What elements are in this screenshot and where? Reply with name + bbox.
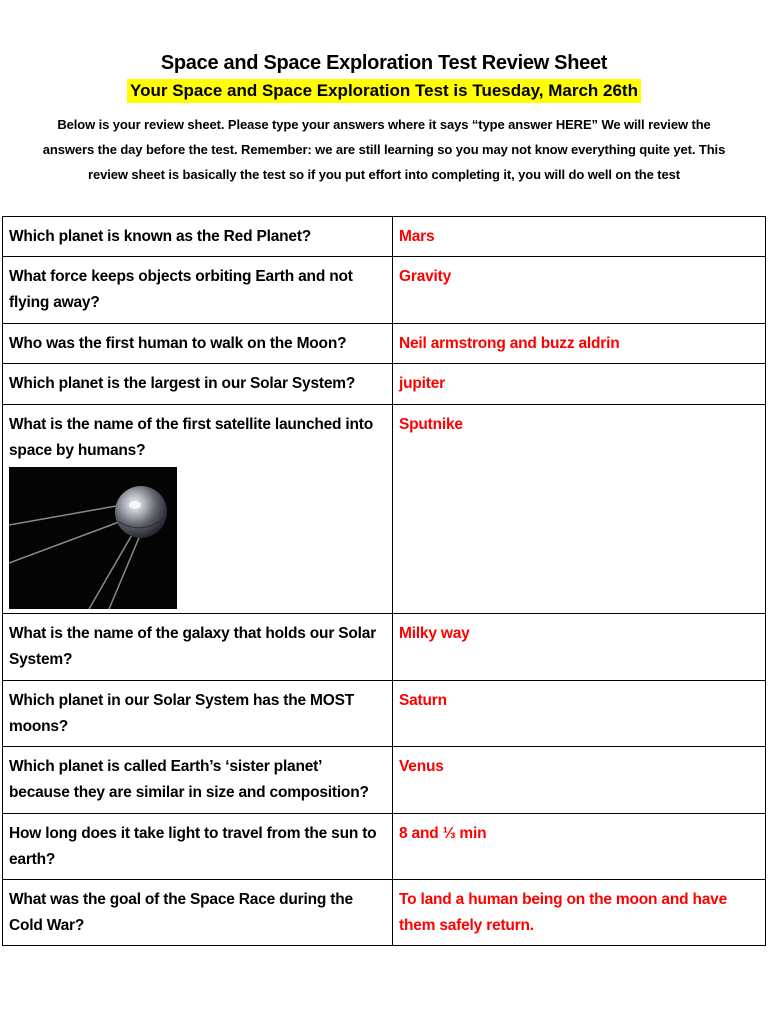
answer-cell[interactable]: Mars [393, 217, 766, 257]
table-row [3, 880, 766, 946]
question-cell: Who was the first human to walk on the Moon? [3, 324, 393, 364]
answer-cell[interactable]: Sputnike [393, 405, 766, 614]
question-cell: Which planet is called Earth’s ‘sister planet’ because they are similar in size and composition? [3, 747, 393, 814]
table-row [3, 257, 766, 324]
table-row [3, 614, 766, 681]
answer-cell[interactable]: jupiter [393, 364, 766, 405]
answer-cell[interactable]: Neil armstrong and buzz aldrin [393, 324, 766, 364]
answer-cell[interactable]: Saturn [393, 681, 766, 747]
sputnik-satellite-image [9, 467, 177, 609]
table-row [3, 364, 766, 405]
question-text: What is the name of the first satellite launched into space by humans? [9, 416, 374, 459]
answer-cell[interactable]: Gravity [393, 257, 766, 324]
answer-cell[interactable]: To land a human being on the moon and have them safely return. [393, 880, 766, 946]
table-row [3, 747, 766, 814]
question-cell: What force keeps objects orbiting Earth and not flying away? [3, 257, 393, 324]
question-cell: Which planet is the largest in our Solar System? [3, 364, 393, 405]
answer-cell[interactable]: Venus [393, 747, 766, 814]
question-cell: How long does it take light to travel from the sun to earth? [3, 814, 393, 880]
question-cell: What is the name of the galaxy that holds our Solar System? [3, 614, 393, 681]
question-cell: Which planet in our Solar System has the MOST moons? [3, 681, 393, 747]
page-header [0, 48, 768, 187]
subtitle-wrap [0, 78, 768, 106]
answer-cell[interactable]: 8 and ⅓ min [393, 814, 766, 880]
table-row [3, 324, 766, 364]
table-row [3, 814, 766, 880]
review-table [2, 216, 766, 946]
table-row [3, 405, 766, 614]
test-date-subtitle: Your Space and Space Exploration Test is Tuesday, March 26th [127, 79, 641, 103]
page-title: Space and Space Exploration Test Review Sheet [160, 52, 608, 74]
intro-paragraph: Below is your review sheet. Please type your answers where it says “type answer HERE” We will review the answers the day before the test. Remember: we are still learning so you may not know everything quite yet. This review sheet is basically the test so if you put effort into completing it, you will do well on the test [42, 117, 726, 182]
question-cell: What was the goal of the Space Race during the Cold War? [3, 880, 393, 946]
question-cell: Which planet is known as the Red Planet? [3, 217, 393, 257]
table-row [3, 681, 766, 747]
table-row [3, 217, 766, 257]
answer-cell[interactable]: Milky way [393, 614, 766, 681]
question-cell [3, 405, 393, 614]
